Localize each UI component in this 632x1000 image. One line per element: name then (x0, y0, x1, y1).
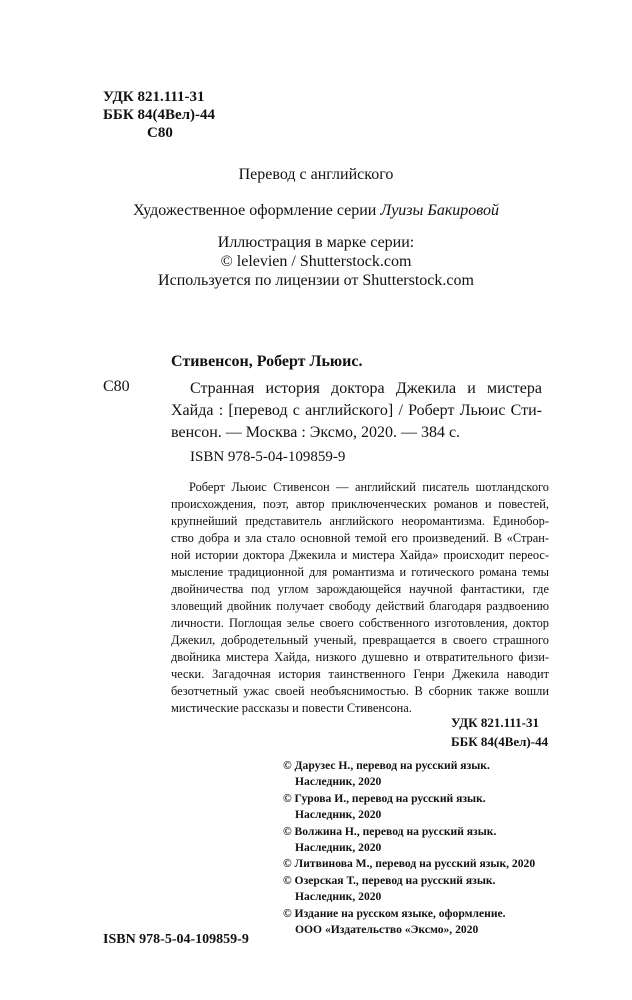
bbk-code: ББК 84(4Вел)-44 (103, 107, 216, 123)
annotation-line: Роберт Льюис Стивенсон — английский писатель шотландского (189, 480, 549, 494)
udk-code: УДК 821.111-31 (103, 89, 205, 105)
copyright-line: © Озерская Т., перевод на русский язык. (283, 873, 496, 887)
annotation-line: двойника мистера Хайда, низкого душевно и отвратительного физи- (171, 650, 549, 664)
isbn-record: ISBN 978-5-04-109859-9 (190, 449, 346, 465)
copyright-line: © Волжина Н., перевод на русский язык. (283, 824, 497, 838)
udk-code-right: УДК 821.111-31 (451, 715, 539, 730)
annotation-line: мысление традиционной для романтизма и готического романа темы (171, 565, 549, 579)
bibliographic-line: Странная история доктора Джекила и мистера (190, 380, 542, 397)
copyright-holder: ООО «Издательство «Эксмо», 2020 (295, 923, 479, 937)
annotation-line: происхождения, поэт, автор приключенческих романов и повестей, (171, 497, 549, 511)
series-design-credit (0, 201, 632, 221)
annotation-line: ной истории доктора Джекила и мистера Хайда» происходит переос- (171, 548, 549, 562)
annotation-line: зловещий двойник получает свободу действий благодаря раздвоению (171, 599, 549, 613)
annotation-line: крупнейший представитель английского неоромантизма. Единобор- (171, 514, 549, 528)
copyright-holder: Наследник, 2020 (295, 808, 382, 822)
series-designer-name: Луизы Бакировой (380, 202, 500, 219)
series-design-prefix: Художественное оформление серии (132, 202, 381, 219)
annotation-line: личности. Поглощая зелье своего собственного изготовления, доктор (171, 616, 549, 630)
bibliographic-code: С80 (103, 378, 130, 395)
copyright-list (283, 758, 535, 938)
annotation-line: двойничества под углом зарождающейся научной фантастики, где (171, 582, 549, 596)
bibliographic-description (171, 378, 542, 444)
annotation-line: мистические рассказы и повести Стивенсона. (171, 701, 412, 715)
illustration-heading: Иллюстрация в марке серии: (217, 234, 415, 251)
annotation-line: ство добра и зла стало основной темой его произведений. В «Стран- (171, 531, 549, 545)
bibliographic-line: венсон. — Москва : Эксмо, 2020. — 384 с. (171, 424, 461, 441)
copyright-line: © Издание на русском языке, оформление. (283, 906, 506, 920)
annotation-line: безотчетный ужас своей необъяснимостью. В сборник также вошли (171, 684, 549, 698)
annotation-line: Джекил, добродетельный ученый, превращается в своего страшного (171, 633, 549, 647)
author-sign-code: С80 (147, 125, 173, 141)
author-heading: Стивенсон, Роберт Льюис. (171, 353, 363, 370)
license-note: Используется по лицензии от Shutterstock.com (158, 272, 474, 289)
copyright-holder: Наследник, 2020 (295, 841, 382, 855)
annotation (171, 479, 549, 717)
copyright-line: © Дарузес Н., перевод на русский язык. (283, 759, 490, 772)
illustration-copyright: © lelevien / Shutterstock.com (220, 253, 412, 270)
bibliographic-line: Хайда : [перевод с английского] / Роберт Льюис Сти- (171, 402, 542, 419)
copyright-holder: Наследник, 2020 (295, 890, 382, 904)
translation-note: Перевод с английского (238, 166, 394, 183)
bbk-code-right: ББК 84(4Вел)-44 (451, 734, 549, 749)
copyright-line: © Литвинова М., перевод на русский язык, 2020 (283, 857, 536, 871)
copyright-line: © Гурова И., перевод на русский язык. (283, 791, 486, 805)
copyright-holder: Наследник, 2020 (295, 775, 382, 789)
isbn-bottom: ISBN 978-5-04-109859-9 (103, 932, 249, 947)
annotation-line: чески. Загадочная история таинственного Генри Джекила наводит (171, 667, 549, 681)
